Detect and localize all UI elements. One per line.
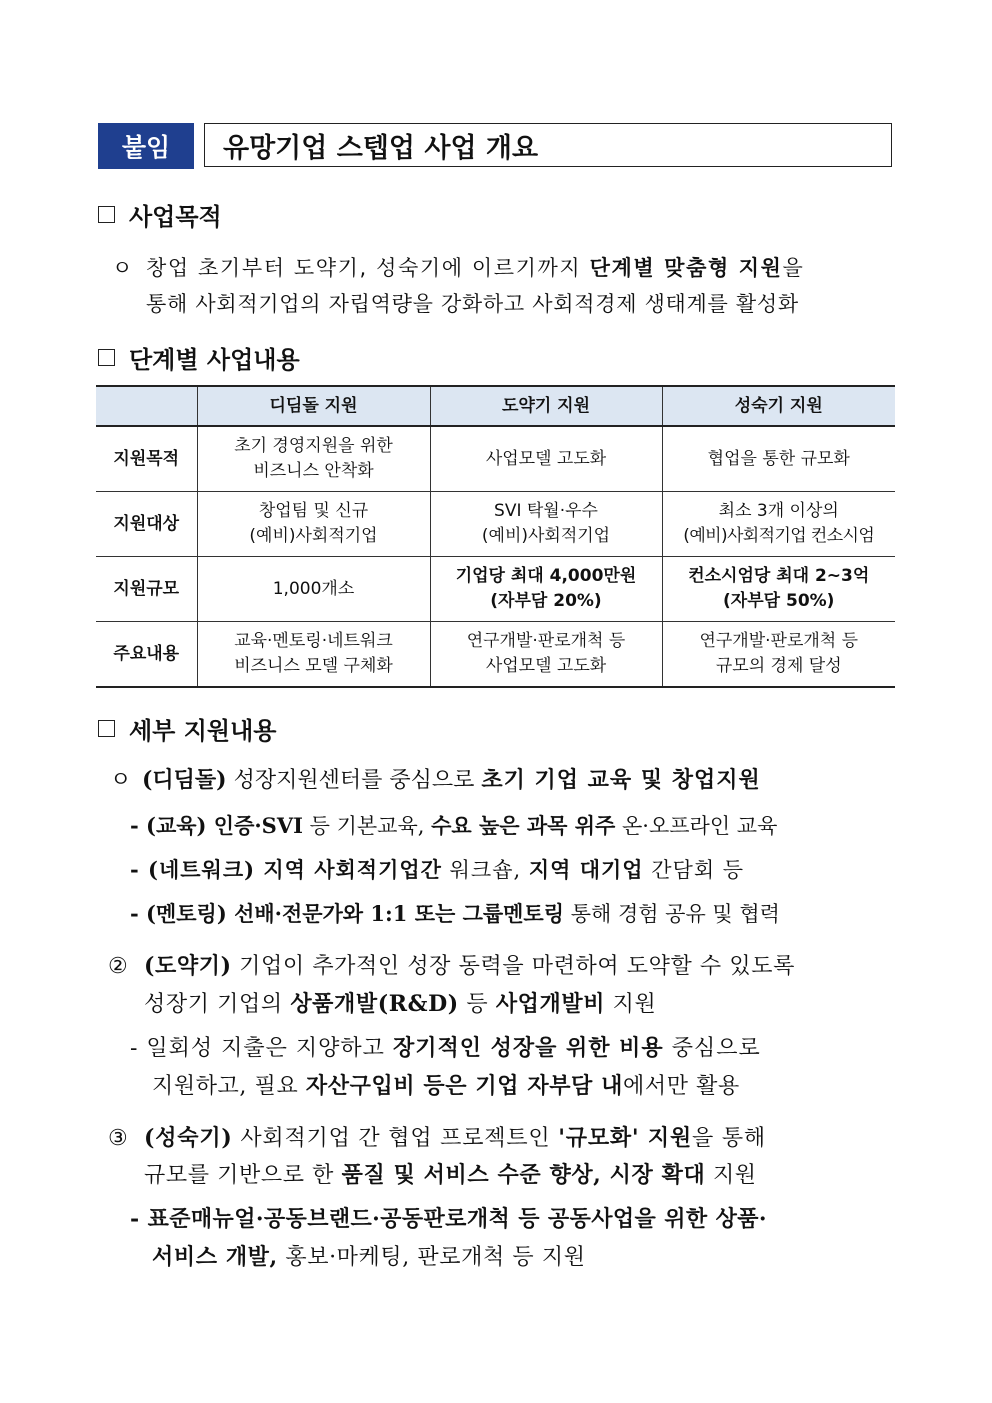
- table-corner-cell: [96, 386, 197, 426]
- detail-text: 통해 경험 공유 및 협력: [564, 902, 780, 926]
- table-cell: 사업모델 고도화: [430, 426, 662, 492]
- detail-sub-leap: [130, 1030, 761, 1067]
- section-heading-text: 단계별 사업내용: [129, 346, 300, 374]
- detail-text: 성장지원센터를 중심으로: [226, 768, 482, 793]
- page-title: [204, 123, 892, 167]
- section-heading-stages: [98, 340, 300, 375]
- detail-emphasis: 자산구입비 등은 기업 자부담 내: [305, 1073, 624, 1099]
- stage-table: [96, 385, 895, 688]
- section-heading-details: [98, 711, 276, 746]
- table-cell: 교육·멘토링·네트워크 비즈니스 모델 구체화: [197, 622, 430, 688]
- table-row: [96, 622, 895, 688]
- table-header-row: [96, 386, 895, 426]
- purpose-text: 을: [782, 256, 803, 280]
- detail-emphasis: 사업개발비: [495, 991, 606, 1017]
- detail-text: 에서만 활용: [623, 1074, 740, 1099]
- detail-emphasis: - 표준매뉴얼·공동브랜드·공동판로개척 등 공동사업을 위한 상품·: [130, 1206, 767, 1232]
- purpose-paragraph-line2: [146, 286, 799, 322]
- table-header-cell: 도약기 지원: [430, 386, 662, 426]
- row-label: 지원규모: [96, 557, 197, 622]
- section-heading-text: 세부 지원내용: [129, 717, 277, 745]
- row-label: 지원대상: [96, 492, 197, 557]
- detail-item-maturity: [108, 1120, 766, 1157]
- detail-emphasis: 품질 및 서비스 수준 향상, 시장 확대: [341, 1162, 706, 1188]
- detail-text: 지원: [605, 992, 657, 1017]
- detail-emphasis: 초기 기업 교육 및 창업지원: [481, 767, 761, 793]
- table-cell: 기업당 최대 4,000만원 (자부담 20%): [430, 557, 662, 622]
- detail-sub-maturity-line2: [152, 1239, 586, 1276]
- table-header-cell: 성숙기 지원: [662, 386, 895, 426]
- detail-sub-leap-line2: [152, 1068, 740, 1105]
- detail-emphasis: 상품개발(R&D): [290, 991, 459, 1017]
- detail-text: 온·오프라인 교육: [615, 814, 778, 838]
- table-cell: 초기 경영지원을 위한 비즈니스 안착화: [197, 426, 430, 492]
- detail-emphasis: '규모화' 지원: [558, 1125, 693, 1151]
- detail-text: 등 기본교육,: [302, 814, 432, 838]
- detail-sub-network: [130, 852, 744, 888]
- attachment-badge: 붙임: [98, 123, 194, 169]
- table-row: [96, 492, 895, 557]
- table-row: [96, 426, 895, 492]
- detail-sub-mentoring: [130, 896, 780, 932]
- detail-item-stepping-stone: [110, 762, 761, 799]
- purpose-paragraph: [112, 250, 803, 286]
- detail-text: 사회적기업 간 협업 프로젝트인: [232, 1126, 559, 1151]
- purpose-text: 창업 초기부터 도약기, 성숙기에 이르기까지: [146, 256, 590, 280]
- detail-text: 등: [458, 992, 496, 1017]
- bullet-symbol: ②: [108, 954, 129, 979]
- detail-label: - (교육) 인증·SVI: [130, 813, 303, 838]
- detail-label: (도약기): [144, 953, 232, 979]
- detail-item-maturity-line2: [144, 1157, 757, 1194]
- detail-text: - 일회성 지출은 지양하고: [130, 1036, 393, 1061]
- page-title-text: 유망기업 스텝업 사업 개요: [223, 132, 539, 164]
- table-cell: 연구개발·판로개척 등 사업모델 고도화: [430, 622, 662, 688]
- detail-label: (성숙기): [144, 1125, 233, 1151]
- detail-text: 워크숍,: [441, 858, 529, 882]
- bullet-symbol: ㅇ: [112, 256, 133, 280]
- row-label: 주요내용: [96, 622, 197, 688]
- detail-emphasis: 장기적인 성장을 위한 비용: [392, 1035, 664, 1061]
- table-cell: 연구개발·판로개척 등 규모의 경제 달성: [662, 622, 895, 688]
- detail-item-leap-line2: [144, 986, 656, 1023]
- detail-text: 지원하고, 필요: [152, 1074, 306, 1099]
- checkbox-square-icon: [98, 206, 115, 223]
- checkbox-square-icon: [98, 349, 115, 366]
- table-header-cell: 디딤돌 지원: [197, 386, 430, 426]
- checkbox-square-icon: [98, 720, 115, 737]
- row-label: 지원목적: [96, 426, 197, 492]
- detail-text: 간담회 등: [643, 858, 745, 882]
- purpose-text: 통해 사회적기업의 자립역량을 강화하고 사회적경제 생태계를 활성화: [146, 292, 799, 316]
- section-heading-purpose: [98, 197, 222, 232]
- detail-text: 규모를 기반으로 한: [144, 1163, 342, 1188]
- detail-item-leap: [108, 948, 795, 985]
- table-cell: 최소 3개 이상의 (예비)사회적기업 컨소시엄: [662, 492, 895, 557]
- section-heading-text: 사업목적: [129, 203, 222, 231]
- detail-sub-maturity: [130, 1201, 767, 1238]
- table-row: [96, 557, 895, 622]
- detail-text: 중심으로: [663, 1036, 761, 1061]
- detail-emphasis: 지역 대기업: [528, 857, 644, 882]
- table-cell: 창업팀 및 신규 (예비)사회적기업: [197, 492, 430, 557]
- table-cell: 컨소시엄당 최대 2~3억 (자부담 50%): [662, 557, 895, 622]
- detail-text: 기업이 추가적인 성장 동력을 마련하여 도약할 수 있도록: [231, 954, 795, 979]
- bullet-symbol: ㅇ: [110, 768, 132, 793]
- detail-text: 성장기 기업의: [144, 992, 291, 1017]
- detail-label: (디딤돌): [142, 767, 227, 793]
- purpose-emphasis: 단계별 맞춤형 지원: [589, 256, 783, 280]
- detail-text: 홍보·마케팅, 판로개척 등 지원: [277, 1245, 586, 1270]
- detail-label: - (네트워크) 지역 사회적기업간: [130, 857, 442, 882]
- detail-label: - (멘토링) 선배·전문가와 1:1 또는 그룹멘토링: [130, 901, 565, 926]
- table-cell: SVI 탁월·우수 (예비)사회적기업: [430, 492, 662, 557]
- table-cell: 1,000개소: [197, 557, 430, 622]
- detail-emphasis: 서비스 개발,: [152, 1244, 278, 1270]
- detail-sub-education: [130, 808, 777, 844]
- table-cell: 협업을 통한 규모화: [662, 426, 895, 492]
- bullet-symbol: ③: [108, 1126, 129, 1151]
- detail-emphasis: 수요 높은 과목 위주: [431, 813, 616, 838]
- detail-text: 지원: [705, 1163, 757, 1188]
- detail-text: 을 통해: [692, 1126, 766, 1151]
